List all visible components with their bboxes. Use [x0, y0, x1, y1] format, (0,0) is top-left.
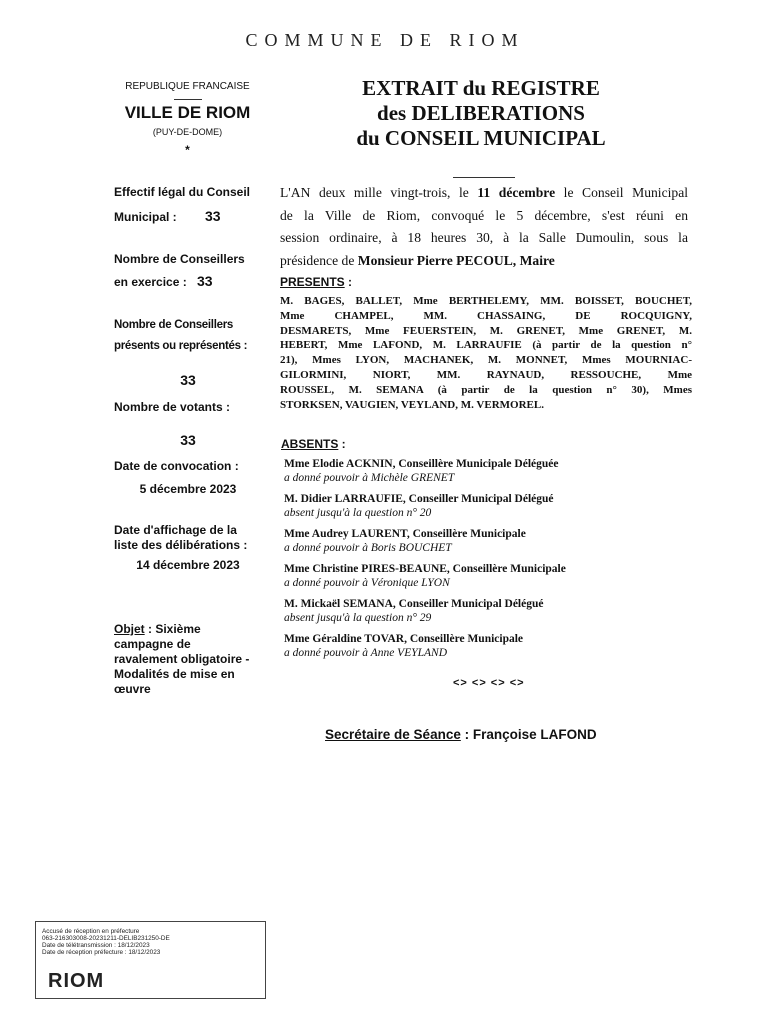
presents-line: DESMARETS, Mme FEUERSTEIN, M. GRENET, Mme GRENET, M.	[280, 324, 692, 337]
absent-note: a donné pouvoir à Michèle GRENET	[284, 472, 455, 484]
presents-line: Mme CHAMPEL, MM. CHASSAING, DE ROCQUIGNY,	[280, 309, 692, 322]
affichage-value: 14 décembre 2023	[136, 558, 240, 572]
departement-label: (PUY-DE-DOME)	[152, 127, 223, 137]
ville-label: VILLE DE RIOM	[124, 103, 251, 122]
commune-header: COMMUNE DE RIOM	[245, 30, 525, 50]
intro-line-2: de la Ville de Riom, convoqué le 5 décembre, s'est réuni en	[280, 207, 688, 223]
presents-line: GILORMINI, NIORT, MM. RAYNAUD, RESSOUCHE, Mme	[280, 368, 692, 381]
intro-text: le Conseil Municipal	[555, 185, 689, 200]
stamp-line-1: Accusé de réception en préfecture	[42, 928, 140, 935]
absent-note: a donné pouvoir à Véronique LYON	[284, 577, 450, 589]
title-line-3: du CONSEIL MUNICIPAL	[356, 126, 606, 150]
presents-list	[280, 294, 692, 412]
affichage-label-1: Date d'affichage de la	[114, 523, 237, 537]
presents-heading-row	[280, 275, 352, 289]
absent-name: Mme Christine PIRES-BEAUNE, Conseillère Municipale	[284, 563, 566, 575]
absents-heading-row	[281, 437, 346, 451]
secretary-value: : Françoise LAFOND	[460, 727, 597, 742]
presents-count-label-1: Nombre de Conseillers	[114, 319, 233, 331]
absent-note: a donné pouvoir à Anne VEYLAND	[284, 647, 448, 659]
intro-text: présidence de	[280, 252, 358, 268]
presents-line: STORKSEN, VAUGIEN, VEYLAND, M. VERMOREL.	[280, 398, 544, 411]
objet-text-1: : Sixième	[144, 622, 201, 636]
objet-block	[114, 622, 249, 697]
secretary-label: Secrétaire de Séance	[325, 727, 461, 742]
stamp-line-3: Date de télétransmission : 18/12/2023	[42, 942, 150, 949]
exercice-label-2: en exercice :	[114, 275, 187, 289]
affichage-label-2: liste des délibérations :	[114, 538, 248, 552]
votants-label: Nombre de votants :	[114, 400, 231, 414]
convocation-label: Date de convocation :	[114, 459, 239, 473]
session-date: 11 décembre	[477, 185, 556, 200]
absents-heading: ABSENTS	[281, 437, 339, 451]
intro-line-4	[280, 250, 688, 273]
stamp-line-2: 063-216303008-20231211-DELIB231250-DE	[42, 935, 170, 942]
stamp-line-4: Date de réception préfecture : 18/12/2023	[42, 949, 161, 956]
republique-label: REPUBLIQUE FRANCAISE	[125, 81, 250, 92]
presents-count-label-2: présents ou représentés :	[114, 340, 248, 352]
absent-name: M. Mickaël SEMANA, Conseiller Municipal Délégué	[284, 598, 544, 610]
presents-count-value: 33	[180, 372, 196, 388]
votants-value: 33	[180, 432, 196, 448]
objet-text-5: œuvre	[114, 682, 151, 696]
absent-name: Mme Audrey LAURENT, Conseillère Municipale	[284, 528, 526, 540]
objet-text-4: Modalités de mise en	[114, 667, 235, 681]
absent-name: M. Didier LARRAUFIE, Conseiller Municipal Délégué	[284, 493, 554, 505]
presents-line: 21), Mmes LYON, MACHANEK, M. MONNET, Mmes MOURNIAC-	[280, 354, 692, 367]
presents-line: ROUSSEL, M. SEMANA (à partir de la question n° 30), Mmes	[280, 383, 692, 396]
section-separator: <> <> <> <>	[453, 677, 525, 689]
title-line-1: EXTRAIT du REGISTRE	[362, 76, 600, 100]
secretary-line	[325, 727, 597, 742]
title-divider	[453, 177, 515, 178]
president-name: Monsieur Pierre PECOUL, Maire	[357, 252, 555, 268]
absent-note: a donné pouvoir à Boris BOUCHET	[284, 542, 452, 554]
effectif-label-1: Effectif légal du Conseil	[114, 185, 251, 199]
intro-line-3: session ordinaire, à 18 heures 30, à la Salle Dumoulin, sous la	[280, 230, 688, 245]
presents-line: HEBERT, Mme LAFOND, M. LARRAUFIE (à partir de la question n°	[280, 339, 692, 352]
presents-heading-suffix: :	[344, 275, 353, 289]
presents-line: M. BAGES, BALLET, Mme BERTHELEMY, MM. BOISSET, BOUCHET,	[280, 295, 692, 307]
objet-text-2: campagne de	[114, 637, 191, 651]
header-divider	[174, 99, 202, 100]
convocation-value: 5 décembre 2023	[139, 482, 237, 496]
objet-label: Objet	[114, 622, 145, 636]
absents-heading-suffix: :	[338, 437, 346, 451]
prefecture-stamp	[35, 921, 266, 999]
exercice-label-1: Nombre de Conseillers	[114, 252, 245, 266]
intro-paragraph	[280, 182, 688, 272]
effectif-label-2: Municipal :	[114, 210, 177, 224]
riom-logo-icon	[46, 966, 116, 992]
objet-text-3: ravalement obligatoire -	[114, 652, 250, 666]
absent-name: Mme Géraldine TOVAR, Conseillère Municipale	[284, 633, 524, 645]
effectif-value: 33	[205, 208, 221, 224]
absent-note: absent jusqu'à la question n° 20	[284, 507, 432, 519]
riom-logo-text: RIOM	[48, 970, 105, 992]
title-line-2: des DELIBERATIONS	[377, 101, 585, 125]
presents-heading: PRESENTS	[280, 275, 345, 289]
document-title	[300, 76, 662, 151]
absent-name: Mme Elodie ACKNIN, Conseillère Municipale Déléguée	[284, 458, 559, 470]
star-ornament: *	[185, 143, 190, 157]
exercice-value: 33	[197, 273, 213, 289]
intro-text: L'AN deux mille vingt-trois, le	[280, 185, 478, 200]
intro-line-1	[280, 182, 688, 205]
absent-note: absent jusqu'à la question n° 29	[284, 612, 432, 624]
